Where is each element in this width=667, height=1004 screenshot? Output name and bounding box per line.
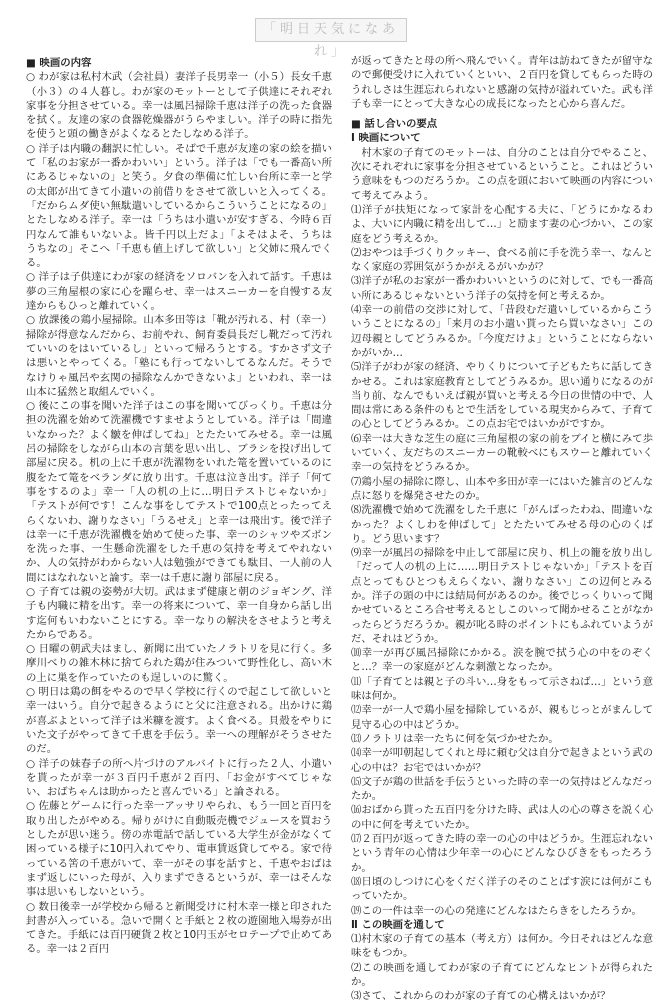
list-item: ⑷幸一の前借の交渉に対して、「昔段むだ遣いしているからこういうことになるの」「来月のお小遣い貰ったら買いなさい」この辺母親としてどうみるか。「今度だけよ」ということにならないかがいか…	[351, 304, 653, 359]
subsection-heading-reflection: Ⅱ この映画を通して	[351, 918, 445, 931]
list-item: ⑴洋子が扶矩になって家計を心配する夫に、「どうにかなるわよ、大いに内職に精を出して…」と励ます妻の心づかい、この家庭をどう考えるか。	[351, 203, 653, 245]
list-item: ⑼幸一が風呂の掃除を中止して部屋に戻り、机上の籠を放り出し「だって人の机の上に……明日テストじゃないか」「テストを百点とってもひとつもえらくない、謝りなさい」この辺何とみるか。洋子の頭の中には結局何があるのか。後でじっくりいって聞かせているところ合せ考えるとしこのいって聞かせることがなかったらどうだろうか。親が叱る時のポイントにもふれていようがだ、それはどうか。	[351, 547, 653, 645]
list-item: ⑽幸一が再び風呂掃除にかかる。涙を腕で拭う心の中をのぞくと…？幸一の家庭がどんな刺激となったか。	[351, 647, 653, 674]
list-item: ⑵おやつは手づくりクッキー、食べる前に手を洗う幸一、なんとなく家庭の雰囲気がうかがえるがいかが？	[351, 246, 653, 274]
list-item: ⒁幸一が叩朝起してくれと母に頼む父は自分で起きよという武の心の中は？お宅ではいかが？	[351, 747, 653, 774]
paragraph: ○ 洋子の妹春子の所へ片づけのアルバイトに行った２人、小遣いを貰ったが幸一が３百円千恵が２百円、「お金がすべてじゃない、おばちゃんは助かったと喜んでいる」と論される。	[26, 757, 332, 799]
list-item: ⒀ノラトリは幸一たちに何を気づかせたか。	[351, 732, 559, 745]
list-item: ⑶洋子が私のお家が一番かわいいというのに対して、でも一番高い所にあるじゃないという洋子の気持を何と考えるか。	[351, 275, 653, 302]
list-item: ⑿幸一が一人で鶏小屋を掃除しているが、親もじっとがまんして見守る心の中はどうか。	[351, 704, 653, 731]
paragraph: ○ 洋子は内職の翻訳に忙しい。そばで千恵が友達の家の絵を描いて「私のお家が一番かわいい」という。洋子は「でも一番高い所にあるじゃないの」と笑う。夕食の準備に忙しい台所に幸一と学の太郎が出てきて小遣いの前借りをさせて欲しいと入ってくる。「だからムダ使い無駄遣いしているからこういうことになるの」とたしなめる洋子。幸一は「うちは小遣いが安すぎる、今時６百円なんて誰もいないよ。皆千円以上だよ」「よそはよそ、うちはうちなの」そこへ「千恵も値上げして欲しい」と父姉に飛んでくる。	[26, 142, 332, 270]
section-heading-discussion: ■ 話し合いの要点	[351, 118, 438, 131]
list-item: ⑺鶏小屋の掃除に際し、山本や多田が幸一にはいた雑言のどんな点に怒りを爆発させたのか。	[351, 475, 653, 502]
list-item: ⒄２百円が返ってきた時の幸一の心の中はどうか。生涯忘れないという青年の心情は少年幸一の心にどんなひびきをもったろうか。	[351, 833, 653, 874]
paragraph: ○ 佐藤とゲームに行った幸一アッサリやられ、もう一回と百円を取り出したがやめる。帰りがけに自動販売機でジュースを買おうとしたが思い迷う。傍の赤電話で話している大学生が金がなくて困っている様子に10円入れてやり、電車賃返貸してやる。家で待っている筈の千恵がいて、幸一がその事を話すと、千恵やおばはまず返しにいった母が、入りまずできるというが、幸一はそんな事は思いもしないという。	[26, 800, 332, 899]
paragraph: ○ 洋子は子供達にわが家の経済をソロバンを入れて話す。千恵は夢の三角屋根の家に心を躍らせ、幸一はスニーカーを自慢する友達からもひっと離れていく。	[26, 271, 332, 313]
list-item: ⒆この一件は幸一の心の発達にどんなはたらきをしたろうか。	[351, 904, 642, 917]
paragraph: ○ 明日は鶏の餌をやるので早く学校に行くので起こして欲しいと幸一はいう。自分で起きるようにと父に注意される。出かけに鶏が喜ぶよといって洋子は米糠を渡す。よく食べる。貝殻をやりにいた文子がやってきて千恵を手伝う。幸一への理解がそうさせたのだ。	[26, 686, 332, 756]
paragraph: ○ わが家は私村木武（会社員）妻洋子長男幸一（小５）長女千恵（小３）の４人暮し。わが家のモットーとして子供達にそれぞれ家事を分担させている。幸一は風呂掃除千恵は洋子の洗った食器を拭く。友達の家の食器乾燥器がうらやましい。洋子の時に指先を使うと頭の働きがよくなるとたしなめる洋子。	[26, 71, 332, 141]
paragraph: ○ 後にこの事を聞いた洋子はこの事を聞いてびっくり。千恵は分担の洗濯を始めて洗濯機ですませようとしている。洋子は「間違いなかった？よく皺を伸ばしてね」とたたいてみせる。幸一は風呂の掃除をしながら山本の言葉を思い出し、ブラシを投げ出して部屋に戻る。机の上に千恵が洗濯物をいれた篭を置いているのに腹をたて篭をベランダに放り出す。千恵は泣き出す。洋子「何て事をするのよ」幸一「人の机の上に…明日テストじゃないか」「テストが何です！こんな事をしてテストで100点とったってえらくないわ、謝りなさい」「うるせえ」と幸一は飛出す。後で洋子は幸一に千恵が洗濯機を始めて使った事、幸一のシャツやズボンを洗った事、一生懸命洗濯をした千恵の気持を考えてやれないか、人の気持がわからない人は勉強ができても駄目、一人前の人間にはなれないと論す。幸一は千恵に謝り部屋に戻る。	[26, 400, 332, 584]
list-item: ⑶さて、これからのわが家の子育ての心構えはいかが？	[351, 990, 611, 1003]
paragraph: ○ 放課後の鶏小屋掃除。山本多田等は「靴が汚れる、村（幸一）掃除が得意なんだから、お前やれ、飼育委員長だし靴だって汚れていいのをはいているし」といって帰ろうとする。すかさず文子は悪いとやってくる。「塾にも行ってないしてるなんだ。そうでなけりゃ風呂や玄関の掃除なんかできないよ」といわれ、幸一は山本に猛然と取組んでいく。	[26, 314, 332, 398]
right-column	[351, 54, 653, 1003]
left-column	[26, 54, 332, 956]
section-heading-content: ■ 映画の内容	[26, 57, 92, 69]
list-item: ⑹幸一は大きな芝生の庭に三角屋根の家の前をブイと横にみて歩いていく、友だちのスニーカーの靴較べにもスウーと離れていく幸一の気持をどうみるか。	[351, 432, 653, 474]
list-item: ⑸洋子がわが家の経済、やりくりについて子どもたちに話してきかせる。これは家庭教育としてどうみるか。思い通りになるのが当り前、なんでもいえば親が買いと考える今日の世情の中で、人間は常にある条件のもとで生活をしている現実からみて、子育ての心としてどうみるか。この点お宅ではいかがですか。	[351, 361, 653, 431]
page-header-title: 「明日天気になあれ」	[255, 18, 407, 42]
paragraph: ○ 子育ては親の姿勢が大切。武はまず健康と朝のジョギング、洋子も内職に精を出す。幸一の将来について、幸一自身から話し出す迄何もいわないことにする。幸一なりの解決をさせようと考えたからである。	[26, 585, 332, 641]
paragraph: ○ 数日後幸一が学校から帰ると新聞受けに村木幸一様と印された封書が入っている。急いで開くと手紙と２枚の遊園地入場券が出てきた。手紙には百円硬貨２枚と10円玉がセロテープで止めてある。幸一は２百円	[26, 900, 332, 956]
paragraph: 村木家の子育てのモットーは、自分のことは自分でやること、次にそれぞれに家事を分担させているということ。これはどういう意味をもつのだろうか。この点を頭において映画の内容について考えてみよう。	[351, 146, 653, 202]
subsection-heading-film: Ⅰ 映画について	[351, 132, 421, 145]
paragraph-continued: が返ってきたと母の所へ飛んでいく。青年は訪ねてきたが留守なので郵便受けに入れていくといい、２百円を貸してもらった時のうれしさは生涯忘れられないと感謝の気持が溢れていた。武も洋子も幸一にとって大きな心の成長になったと心から喜んだ。	[351, 55, 653, 110]
list-item: ⒃おばから貰った五百円を分けた時、武は人の心の尊さを説く心の中に何を考えていたか。	[351, 804, 653, 831]
list-item: ⑵この映画を通してわが家の子育てにどんなヒントが得られたか。	[351, 961, 653, 988]
list-item: ⑴村木家の子育ての基本（考え方）は何か。今日それはどんな意味をもつか。	[351, 933, 653, 960]
list-item: ⒂文子が鶏の世話を手伝うといった時の幸一の気持はどんなだったか。	[351, 775, 653, 803]
list-item: ⑾「子育てとは親と子の斗い…身をもって示さねば…」という意味は何か。	[351, 675, 653, 703]
list-item: ⒅日頃のしつけに心をくだく洋子のそのことばす涙には何がこもっていたか。	[351, 875, 653, 903]
list-item: ⑻洗濯機で始めて洗濯をした千恵に「がんばったわね、間違いなかった？よくしわを伸ばして」とたたいてみせる母の心のくばり。どう思います？	[351, 504, 653, 545]
paragraph: ○ 日曜の朝武夫はまし、新聞に出ていたノラトリを見に行く。多摩川べりの雑木林に捨てられた鶏が住みついて野性化し、高い木の上に巣を作っていたのも逞しいのに驚く。	[26, 643, 332, 684]
